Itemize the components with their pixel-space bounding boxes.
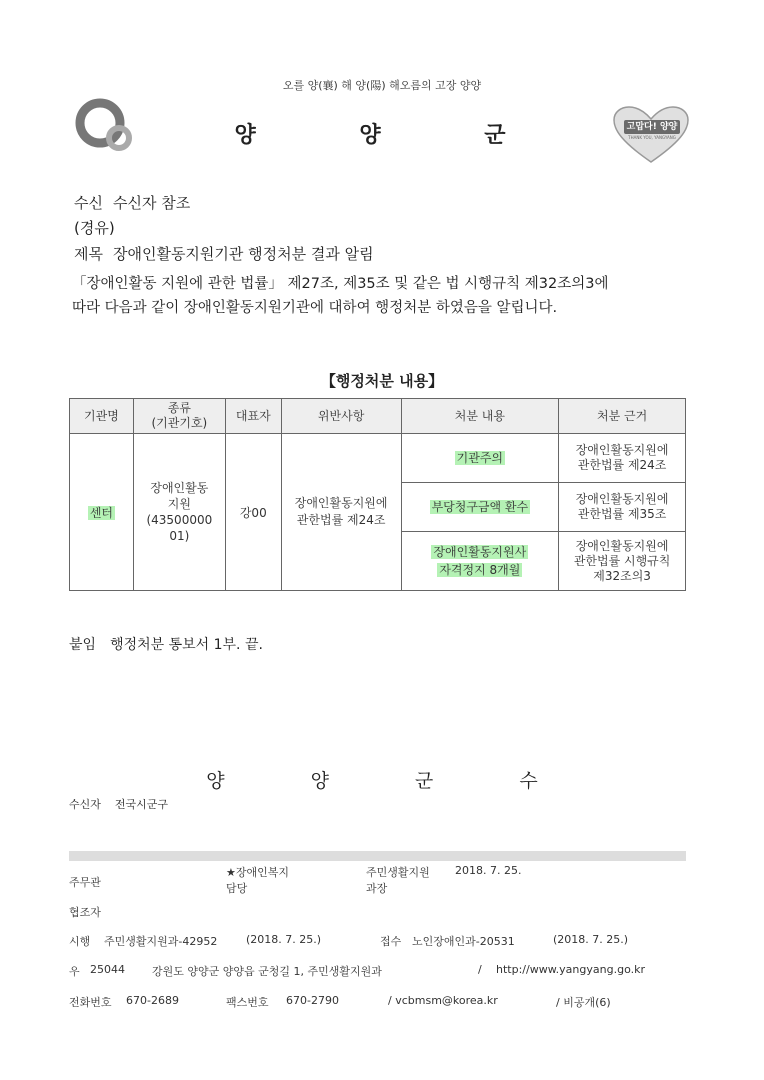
table-row xyxy=(70,434,686,483)
cooperator-label: 협조자 xyxy=(69,906,101,919)
phone-number: 670-2689 xyxy=(126,994,179,1007)
action-1: 기관주의 xyxy=(456,450,504,465)
body-paragraph xyxy=(72,272,692,320)
basis-1-line2: 관한법률 제24조 xyxy=(577,458,667,472)
action-2: 부당청구금액 환수 xyxy=(431,499,529,514)
postal-code: 25044 xyxy=(90,963,125,976)
header-type xyxy=(133,399,225,434)
header-representative: 대표자 xyxy=(225,399,281,434)
address-separator: / xyxy=(478,963,482,976)
section-title: 【행정처분 내용】 xyxy=(320,372,444,390)
enforce-label: 시행 xyxy=(69,935,91,948)
header-basis: 처분 근거 xyxy=(559,399,686,434)
cell-representative: 강00 xyxy=(225,434,281,591)
cell-basis-3 xyxy=(559,532,686,591)
receipt-label: 접수 xyxy=(380,935,402,948)
website-link[interactable]: http://www.yangyang.go.kr xyxy=(496,963,645,976)
cell-type xyxy=(133,434,225,591)
receipt-number: 노인장애인과-20531 xyxy=(412,935,515,948)
header-agency: 기관명 xyxy=(70,399,134,434)
recipients-line xyxy=(69,796,168,812)
basis-2-line1: 장애인활동지원에 xyxy=(575,492,669,506)
recipients-value: 전국시군구 xyxy=(114,798,169,811)
body-line-1: 「장애인활동 지원에 관한 법률」 제27조, 제35조 및 같은 법 시행규칙 제32조의3에 xyxy=(72,276,609,292)
head-role: 과장 xyxy=(366,882,388,895)
recipient-key: 수신 xyxy=(74,194,103,212)
action-3-line1: 장애인활동지원사 xyxy=(433,545,527,559)
agency-name: 센터 xyxy=(89,505,114,520)
address: 강원도 양양군 양양읍 군청길 1, 주민생활지원과 xyxy=(152,965,382,978)
receipt-date: (2018. 7. 25.) xyxy=(553,933,629,946)
action-3-line2: 자격정지 8개월 xyxy=(439,563,521,577)
cell-action-3 xyxy=(401,532,559,591)
disclosure: / 비공개(6) xyxy=(556,996,611,1009)
subject-value: 장애인활동지원기관 행정처분 결과 알림 xyxy=(112,245,374,263)
type-code2: 01) xyxy=(169,529,190,543)
header-action: 처분 내용 xyxy=(401,399,559,434)
violation-line2: 관한법률 제24조 xyxy=(296,513,386,527)
header-type-line2: (기관기호) xyxy=(151,416,208,430)
fax-label: 팩스번호 xyxy=(226,996,269,1009)
brand-heart-logo xyxy=(612,106,690,164)
basis-3-line2: 관한법률 시행규칙 xyxy=(573,553,671,568)
cell-action-2 xyxy=(401,483,559,532)
approval-date: 2018. 7. 25. xyxy=(455,864,522,877)
type-line1: 장애인활동 xyxy=(150,481,209,495)
attachment-line xyxy=(69,634,263,654)
type-line2: 지원 xyxy=(167,497,191,511)
recipient-value: 수신자 참조 xyxy=(112,194,191,212)
basis-3-line3: 제32조의3 xyxy=(593,568,651,583)
disposition-table xyxy=(69,398,686,591)
basis-1-line1: 장애인활동지원에 xyxy=(575,443,669,457)
page-title: 양 양 군 xyxy=(234,123,554,148)
attachment-text: 행정처분 통보서 1부. 끝. xyxy=(110,637,263,653)
via-line: (경유) xyxy=(74,219,115,237)
cell-basis-2 xyxy=(559,483,686,532)
brand-sub: THANK YOU, YANGYANG xyxy=(628,135,676,140)
attachment-label: 붙임 xyxy=(69,637,97,653)
cell-violation xyxy=(281,434,401,591)
table-header-row xyxy=(70,399,686,434)
recipient-line xyxy=(74,192,190,213)
email[interactable]: / vcbmsm@korea.kr xyxy=(388,994,498,1007)
fax-number: 670-2790 xyxy=(286,994,339,1007)
enforce-number: 주민생활지원과-42952 xyxy=(104,935,218,948)
slogan: 오를 양(襄) 해 양(陽) 해오름의 고장 양양 xyxy=(282,79,482,92)
team-role: 담당 xyxy=(226,882,248,895)
divider-bar xyxy=(69,851,686,861)
basis-2-line2: 관한법률 제35조 xyxy=(577,507,667,521)
subject-line xyxy=(74,243,374,264)
officer-label: 주무관 xyxy=(69,876,101,889)
brand-slogan: 고맙다! 양양 xyxy=(626,122,678,132)
type-code1: (43500000 xyxy=(146,513,213,527)
postal-label: 우 xyxy=(69,965,80,978)
cell-agency xyxy=(70,434,134,591)
header-violation: 위반사항 xyxy=(281,399,401,434)
recipients-label: 수신자 xyxy=(69,798,101,811)
subject-key: 제목 xyxy=(74,245,103,263)
phone-label: 전화번호 xyxy=(69,996,112,1009)
violation-line1: 장애인활동지원에 xyxy=(294,496,388,510)
dept-name: 주민생활지원 xyxy=(366,866,430,879)
header-type-line1: 종류 xyxy=(167,401,191,415)
body-line-2: 따라 다음과 같이 장애인활동지원기관에 대하여 행정처분 하였음을 알립니다. xyxy=(72,300,558,316)
team-marker: ★장애인복지 xyxy=(226,866,289,879)
basis-3-line1: 장애인활동지원에 xyxy=(575,538,669,553)
cell-basis-1 xyxy=(559,434,686,483)
signature: 양 양 군 수 xyxy=(206,770,578,792)
enforce-date: (2018. 7. 25.) xyxy=(246,933,322,946)
cell-action-1 xyxy=(401,434,559,483)
